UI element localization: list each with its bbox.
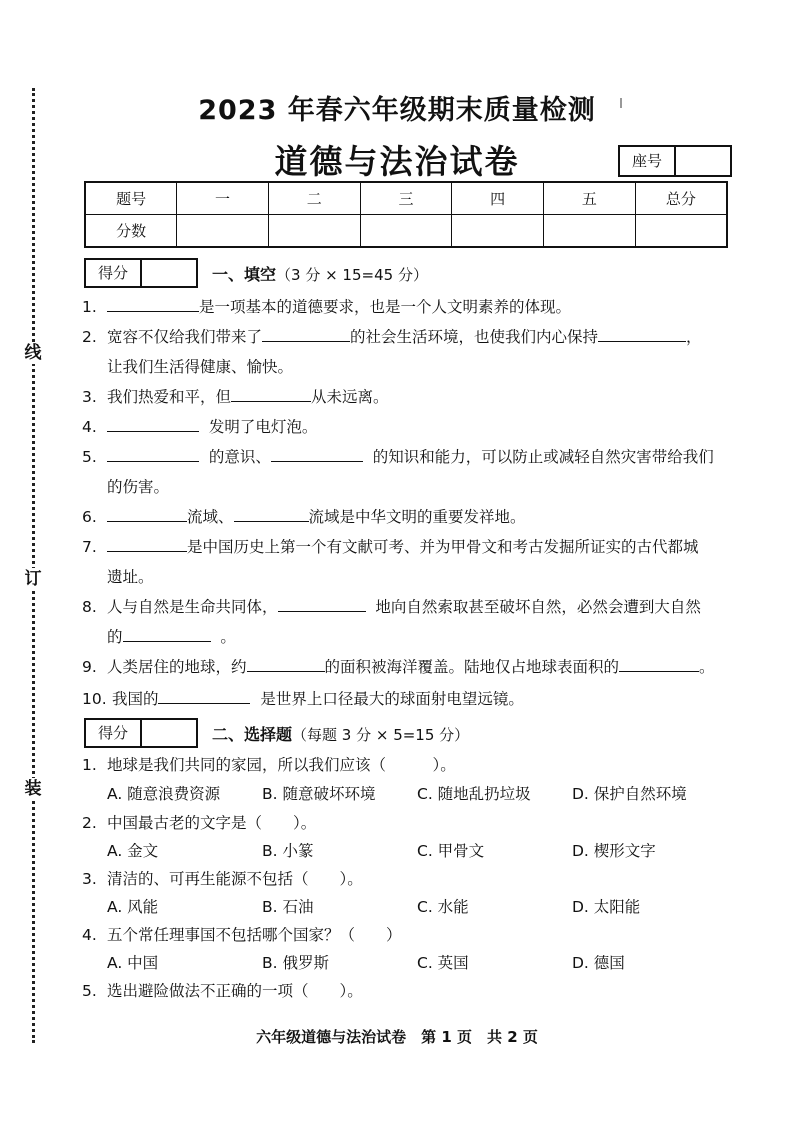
question-stem: 清洁的、可再生能源不包括（ ）。 — [107, 870, 363, 888]
answer-blank[interactable] — [123, 623, 211, 642]
question-number: 2. — [82, 814, 97, 832]
answer-blank[interactable] — [231, 383, 311, 402]
option-c[interactable]: C. 水能 — [417, 898, 469, 916]
question-stem: 地球是我们共同的家园，所以我们应该（ ）。 — [107, 756, 456, 774]
answer-blank[interactable] — [271, 443, 363, 462]
question-text: 流域、 — [187, 508, 234, 526]
option-a[interactable]: A. 中国 — [107, 954, 159, 972]
seat-number-box — [618, 145, 732, 177]
score-cell[interactable] — [544, 215, 636, 248]
score-cell[interactable] — [452, 215, 544, 248]
question-stem: 选出避险做法不正确的一项（ ）。 — [107, 982, 363, 1000]
header-cell: 二 — [268, 182, 360, 215]
section2-score-box — [84, 718, 198, 748]
answer-blank[interactable] — [107, 413, 199, 432]
row-label: 分数 — [85, 215, 177, 248]
option-b[interactable]: B. 随意破坏环境 — [262, 785, 376, 803]
question-number: 1. — [82, 756, 97, 774]
answer-blank[interactable] — [107, 503, 187, 522]
question-number: 10. — [82, 690, 107, 708]
header-cell: 三 — [360, 182, 452, 215]
option-b[interactable]: B. 小篆 — [262, 842, 314, 860]
binding-dotted-line — [32, 88, 35, 1043]
question-text: 的意识、 — [208, 448, 271, 466]
answer-blank[interactable] — [262, 323, 350, 342]
question-number: 5. — [82, 448, 97, 466]
question-text: 遗址。 — [107, 568, 154, 586]
question-number: 3. — [82, 388, 97, 406]
fill-question-7 — [82, 532, 737, 592]
question-number: 4. — [82, 926, 97, 944]
question-text: 我国的 — [111, 690, 159, 708]
score-table-header-row — [85, 182, 727, 215]
answer-blank[interactable] — [107, 533, 187, 552]
question-text: 宽容不仅给我们带来了 — [107, 328, 263, 346]
option-a[interactable]: A. 随意浪费资源 — [107, 785, 221, 803]
choice-options-3 — [107, 893, 727, 921]
fill-question-10 — [82, 684, 737, 714]
question-number: 6. — [82, 508, 97, 526]
score-cell[interactable] — [177, 215, 269, 248]
answer-blank[interactable] — [107, 443, 199, 462]
section1-points: （3 分 × 15=45 分） — [276, 266, 428, 284]
choice-options-1 — [107, 780, 727, 808]
question-number: 9. — [82, 658, 97, 676]
header-cell: 一 — [177, 182, 269, 215]
score-table-score-row — [85, 215, 727, 248]
score-input[interactable] — [142, 260, 196, 286]
question-text: 人类居住的地球，约 — [107, 658, 247, 676]
binding-char-ding: 订 — [22, 568, 44, 590]
question-text: ， — [686, 328, 702, 346]
question-text: 是世界上口径最大的球面射电望远镜。 — [260, 690, 524, 708]
choice-question-4 — [82, 920, 737, 950]
question-number: 5. — [82, 982, 97, 1000]
question-number: 7. — [82, 538, 97, 556]
question-text: 人与自然是生命共同体， — [107, 598, 278, 616]
question-text: 。 — [699, 658, 715, 676]
binding-char-xian: 线 — [22, 342, 44, 364]
score-label: 得分 — [86, 260, 142, 286]
question-text: 的社会生活环境，也使我们内心保持 — [350, 328, 599, 346]
section2-title-text: 二、选择题 — [212, 725, 293, 744]
score-cell[interactable] — [268, 215, 360, 248]
question-text: 从未远离。 — [311, 388, 389, 406]
choice-question-1 — [82, 750, 737, 780]
question-number: 3. — [82, 870, 97, 888]
option-c[interactable]: C. 英国 — [417, 954, 469, 972]
section2-title — [212, 722, 469, 745]
question-number: 1. — [82, 298, 97, 316]
seat-input[interactable] — [676, 147, 730, 175]
answer-blank[interactable] — [234, 503, 309, 522]
answer-blank[interactable] — [619, 653, 699, 672]
question-text: 发明了电灯泡。 — [208, 418, 318, 436]
option-b[interactable]: B. 俄罗斯 — [262, 954, 329, 972]
question-text: 的伤害。 — [107, 478, 170, 496]
question-text: 我们热爱和平，但 — [107, 388, 232, 406]
option-d[interactable]: D. 德国 — [572, 954, 625, 972]
header-cell: 四 — [452, 182, 544, 215]
fill-question-8 — [82, 592, 737, 652]
scan-mark — [620, 98, 622, 108]
binding-char-zhuang: 装 — [22, 778, 44, 800]
question-text: 的知识和能力，可以防止或减轻自然灾害带给我们 — [372, 448, 714, 466]
choice-question-5 — [82, 976, 737, 1006]
seat-label: 座号 — [620, 147, 676, 175]
option-d[interactable]: D. 楔形文字 — [572, 842, 656, 860]
fill-question-6 — [82, 502, 737, 532]
choice-question-3 — [82, 864, 737, 894]
fill-question-4 — [82, 412, 737, 442]
section2-points: （每题 3 分 × 5=15 分） — [292, 726, 470, 744]
score-cell[interactable] — [635, 215, 727, 248]
question-text: 是一项基本的道德要求，也是一个人文明素养的体现。 — [199, 298, 572, 316]
question-text: 。 — [220, 628, 236, 646]
option-d[interactable]: D. 太阳能 — [572, 898, 641, 916]
option-c[interactable]: C. 甲骨文 — [417, 842, 485, 860]
question-text: 地向自然索取甚至破坏自然，必然会遭到大自然 — [375, 598, 701, 616]
question-number: 2. — [82, 328, 97, 346]
section1-title — [212, 262, 428, 285]
option-b[interactable]: B. 石油 — [262, 898, 314, 916]
section1-title-text: 一、填空 — [212, 265, 277, 284]
option-a[interactable]: A. 金文 — [107, 842, 159, 860]
score-table — [84, 181, 728, 248]
fill-question-3 — [82, 382, 737, 412]
choice-options-4 — [107, 949, 727, 977]
answer-blank[interactable] — [598, 323, 686, 342]
question-text: 的 — [107, 628, 123, 646]
header-cell: 题号 — [85, 182, 177, 215]
score-input[interactable] — [142, 720, 196, 746]
question-stem: 中国最古老的文字是（ ）。 — [107, 814, 317, 832]
question-text: 流域是中华文明的重要发祥地。 — [308, 508, 526, 526]
exam-title: 2023 年春六年级期末质量检测 — [198, 95, 596, 126]
exam-subtitle: 道德与法治试卷 — [274, 142, 520, 181]
choice-question-2 — [82, 808, 737, 838]
question-text: 的面积被海洋覆盖。陆地仅占地球表面积的 — [324, 658, 620, 676]
answer-blank[interactable] — [278, 593, 366, 612]
header-cell: 总分 — [635, 182, 727, 215]
fill-question-1 — [82, 292, 737, 322]
header-cell: 五 — [544, 182, 636, 215]
fill-question-2 — [82, 322, 737, 382]
option-d[interactable]: D. 保护自然环境 — [572, 785, 687, 803]
question-number: 8. — [82, 598, 97, 616]
choice-options-2 — [107, 837, 727, 865]
fill-question-5 — [82, 442, 737, 502]
answer-blank[interactable] — [158, 685, 250, 704]
option-a[interactable]: A. 风能 — [107, 898, 159, 916]
question-text: 让我们生活得健康、愉快。 — [107, 358, 294, 376]
question-number: 4. — [82, 418, 97, 436]
score-cell[interactable] — [360, 215, 452, 248]
page-footer: 六年级道德与法治试卷 第 1 页 共 2 页 — [256, 1028, 538, 1046]
question-text: 是中国历史上第一个有文献可考、并为甲骨文和考古发掘所证实的古代都城 — [187, 538, 699, 556]
answer-blank[interactable] — [107, 293, 199, 312]
score-label: 得分 — [86, 720, 142, 746]
fill-question-9 — [82, 652, 737, 682]
question-stem: 五个常任理事国不包括哪个国家？（ ） — [107, 926, 402, 944]
answer-blank[interactable] — [247, 653, 325, 672]
section1-score-box — [84, 258, 198, 288]
option-c[interactable]: C. 随地乱扔垃圾 — [417, 785, 531, 803]
